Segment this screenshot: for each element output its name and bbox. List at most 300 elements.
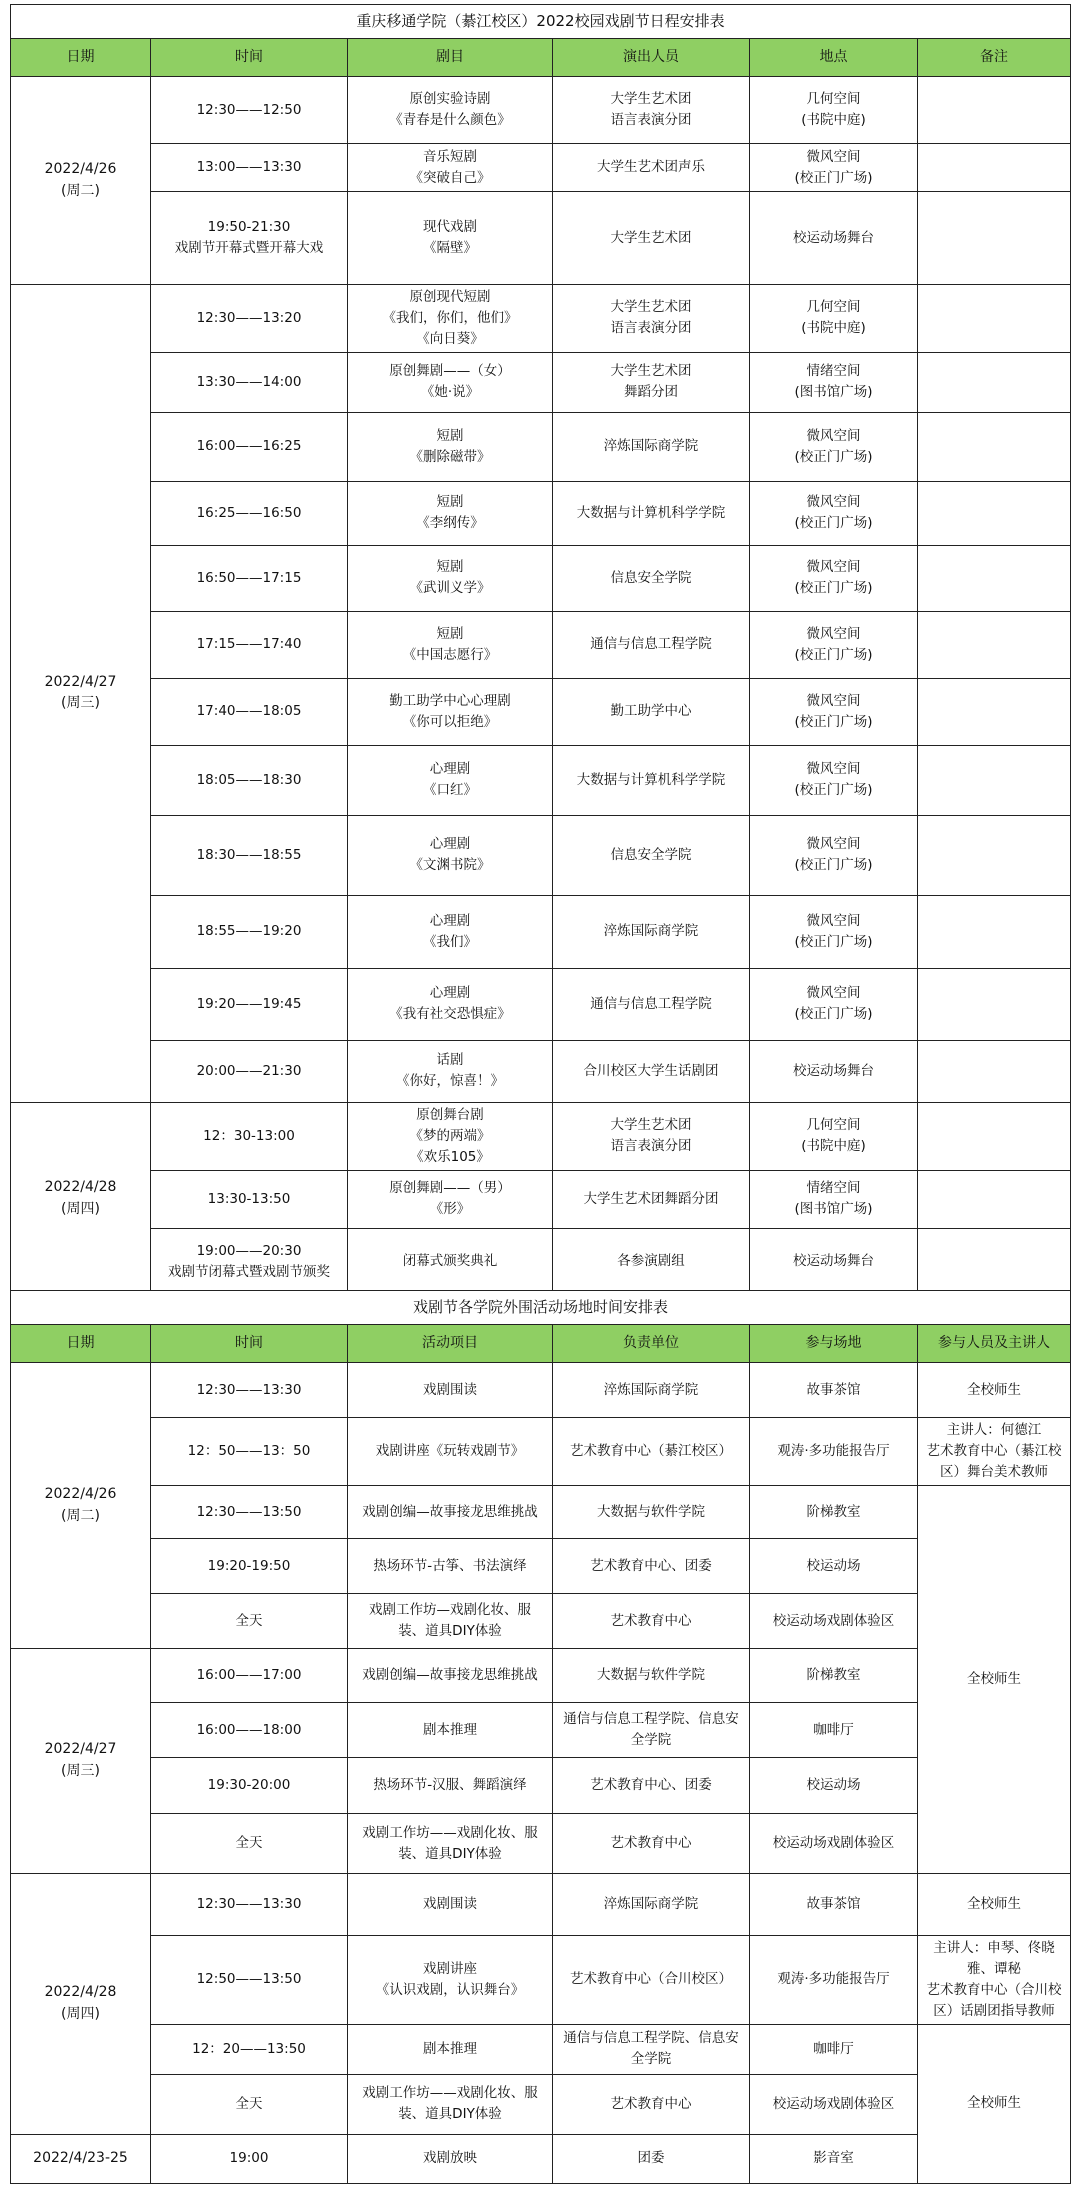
- table-row: [11, 895, 1071, 968]
- item-cell: [348, 1874, 553, 1936]
- time-cell: [151, 412, 348, 481]
- participants-cell-line: 艺术教育中心（綦江校: [926, 1443, 1062, 1460]
- date-cell-line: 2022/4/27: [44, 673, 117, 690]
- play-cell-line: 原创现代短剧: [409, 289, 491, 305]
- unit-cell: [553, 1486, 750, 1539]
- participants-cell-line: 区）舞台美术教师: [940, 1463, 1048, 1480]
- table-row: [11, 412, 1071, 481]
- time-cell: [151, 481, 348, 545]
- unit-cell-line: 大数据与软件学院: [597, 1503, 705, 1520]
- date-cell-line: 2022/4/27: [44, 1741, 117, 1758]
- time-cell: [151, 1874, 348, 1936]
- participants-cell-line: 艺术教育中心（合川校: [926, 1981, 1062, 1998]
- venue-cell-line: 微风空间: [806, 761, 861, 778]
- place-cell: [750, 2074, 918, 2134]
- schedule-column-header: 备注: [918, 39, 1071, 77]
- participants-cell: 全校师生: [918, 1486, 1071, 1874]
- play-cell-line: 《我有社交恐惧症》: [389, 1006, 511, 1023]
- time-cell: [151, 611, 348, 678]
- table-row: [11, 1170, 1071, 1228]
- venue-cell-line: 情绪空间: [806, 1180, 861, 1197]
- place-cell-line: 故事茶馆: [806, 1896, 861, 1913]
- date-cell-line: (周四): [61, 2005, 100, 2022]
- play-cell-line: 《口红》: [423, 782, 477, 799]
- time-cell: [151, 352, 348, 412]
- play-cell-line: 现代戏剧: [423, 219, 477, 236]
- venue-cell: [750, 1228, 918, 1295]
- performers-cell-line: 大学生艺术团: [610, 363, 692, 380]
- venue-cell-line: (书院中庭): [801, 320, 866, 337]
- performers-cell-line: 舞蹈分团: [624, 384, 678, 401]
- time-cell-line: 19:50-21:30: [207, 219, 291, 236]
- date-cell-line: (周三): [61, 695, 100, 712]
- venue-cell-line: 微风空间: [806, 559, 861, 576]
- schedule-column-header: 地点: [750, 39, 918, 77]
- play-cell: [348, 412, 553, 481]
- item-cell: [348, 2134, 553, 2183]
- performers-cell: [553, 1170, 750, 1228]
- item-cell: [348, 1649, 553, 1703]
- place-cell-line: 校运动场戏剧体验区: [772, 2095, 895, 2112]
- unit-cell-line: 全学院: [630, 2051, 672, 2068]
- unit-cell-line: 艺术教育中心: [610, 2095, 692, 2112]
- table-row: [11, 1102, 1071, 1170]
- play-cell-line: 心理剧: [429, 836, 471, 853]
- place-cell-line: 影音室: [813, 2150, 854, 2167]
- participants-cell: [918, 1418, 1071, 1486]
- unit-cell-line: 艺术教育中心（合川校区）: [570, 1971, 732, 1988]
- item-cell-line: 热场环节-古筝、书法演绎: [373, 1557, 527, 1574]
- time-cell: [151, 1418, 348, 1486]
- venue-cell-line: 几何空间: [806, 91, 861, 108]
- time-cell-line: 19:20——19:45: [196, 995, 302, 1012]
- performers-cell-line: 通信与信息工程学院: [590, 636, 712, 653]
- time-cell-line: 16:25——16:50: [196, 504, 302, 521]
- performers-cell-line: 语言表演分团: [610, 1138, 692, 1155]
- place-cell-line: 观涛·多功能报告厅: [777, 1443, 890, 1460]
- item-cell-line: 装、道具DIY体验: [398, 1623, 502, 1639]
- performers-cell-line: 合川校区大学生话剧团: [583, 1062, 719, 1079]
- performers-cell-line: 语言表演分团: [610, 320, 692, 337]
- play-cell-line: 《向日葵》: [416, 330, 484, 347]
- item-cell: [348, 1594, 553, 1649]
- place-cell-line: 校运动场戏剧体验区: [772, 1835, 895, 1852]
- time-cell-line: 12：50——13：50: [187, 1443, 311, 1460]
- table-row: [11, 1814, 1071, 1874]
- time-cell-line: 戏剧节闭幕式暨戏剧节颁奖: [168, 1263, 330, 1280]
- participants-cell-line: 主讲人：申琴、佟晓: [933, 1940, 1055, 1956]
- participants-cell: 全校师生: [918, 1874, 1071, 1936]
- time-cell-line: 12:30——13:50: [196, 1503, 302, 1520]
- unit-cell-line: 艺术教育中心: [610, 1612, 692, 1629]
- unit-cell: [553, 2024, 750, 2074]
- item-cell-line: 戏剧放映: [423, 2150, 477, 2167]
- play-cell: [348, 192, 553, 285]
- date-cell: [11, 1874, 151, 2135]
- remark-cell: [918, 815, 1071, 895]
- time-cell: [151, 1758, 348, 1814]
- date-cell-line: 2022/4/28: [44, 1178, 117, 1195]
- remark-cell: [918, 192, 1071, 285]
- play-cell-line: 《你好，惊喜！》: [396, 1073, 504, 1090]
- venue-cell: [750, 144, 918, 192]
- time-cell-line: 12：20——13:50: [192, 2040, 306, 2057]
- table-row: [11, 1703, 1071, 1758]
- time-cell: [151, 1040, 348, 1102]
- date-cell-line: (周二): [61, 1507, 100, 1524]
- play-cell-line: 原创舞剧——（女）: [389, 363, 511, 380]
- performers-cell: [553, 895, 750, 968]
- activities-column-header: 日期: [11, 1325, 151, 1363]
- item-cell-line: 戏剧工作坊—戏剧化妆、服: [369, 1602, 531, 1619]
- remark-cell: [918, 1170, 1071, 1228]
- table-row: [11, 1874, 1071, 1936]
- venue-cell-line: (校正门广场): [794, 448, 873, 465]
- play-cell-line: 闭幕式颁奖典礼: [402, 1253, 498, 1270]
- venue-cell-line: (校正门广场): [794, 857, 873, 874]
- play-cell-line: 原创舞台剧: [416, 1106, 484, 1123]
- performers-cell: [553, 481, 750, 545]
- table-row: [11, 77, 1071, 144]
- remark-cell: [918, 412, 1071, 481]
- unit-cell: [553, 2074, 750, 2134]
- time-cell-line: 16:00——18:00: [196, 1721, 302, 1738]
- venue-cell-line: (校正门广场): [794, 1006, 873, 1023]
- time-cell: [151, 1228, 348, 1295]
- venue-cell: [750, 678, 918, 745]
- time-cell: [151, 2074, 348, 2134]
- venue-cell: [750, 285, 918, 353]
- unit-cell-line: 淬炼国际商学院: [603, 1381, 699, 1398]
- unit-cell: [553, 1594, 750, 1649]
- table-row: [11, 968, 1071, 1040]
- play-cell-line: 《中国志愿行》: [402, 646, 498, 663]
- remark-cell: [918, 1228, 1071, 1295]
- date-cell: [11, 1102, 151, 1295]
- participants-cell: [918, 1936, 1071, 2025]
- venue-cell: [750, 815, 918, 895]
- play-cell: [348, 968, 553, 1040]
- time-cell: [151, 1363, 348, 1418]
- table-row: [11, 1040, 1071, 1102]
- remark-cell: [918, 745, 1071, 815]
- unit-cell-line: 大数据与软件学院: [597, 1667, 705, 1684]
- venue-cell-line: 微风空间: [806, 148, 861, 165]
- table-row: [11, 481, 1071, 545]
- time-cell-line: 16:00——16:25: [196, 438, 302, 455]
- performers-cell-line: 勤工助学中心: [610, 703, 692, 720]
- schedule-column-header: 时间: [151, 39, 348, 77]
- play-cell: [348, 285, 553, 353]
- venue-cell-line: 几何空间: [806, 299, 861, 316]
- venue-cell: [750, 352, 918, 412]
- play-cell: [348, 352, 553, 412]
- time-cell-line: 17:15——17:40: [196, 636, 302, 653]
- item-cell-line: 剧本推理: [423, 2040, 477, 2057]
- play-cell: [348, 678, 553, 745]
- unit-cell-line: 艺术教育中心（綦江校区）: [570, 1443, 732, 1460]
- table-row: [11, 285, 1071, 353]
- item-cell-line: 戏剧围读: [423, 1381, 477, 1398]
- unit-cell-line: 淬炼国际商学院: [603, 1896, 699, 1913]
- play-cell-line: 《形》: [429, 1201, 471, 1218]
- venue-cell-line: 几何空间: [806, 1117, 861, 1134]
- venue-cell-line: (校正门广场): [794, 782, 873, 799]
- time-cell-line: 12:30——13:20: [196, 309, 302, 326]
- time-cell-line: 12:30——13:30: [196, 1381, 302, 1398]
- table-row: [11, 144, 1071, 192]
- item-cell: [348, 1539, 553, 1594]
- performers-cell: [553, 545, 750, 611]
- item-cell: [348, 2024, 553, 2074]
- schedule-column-header: 演出人员: [553, 39, 750, 77]
- unit-cell: [553, 2134, 750, 2183]
- venue-cell: [750, 1102, 918, 1170]
- venue-cell-line: 微风空间: [806, 692, 861, 709]
- date-cell-line: (周二): [61, 182, 100, 199]
- play-cell-line: 《青春是什么颜色》: [389, 112, 511, 128]
- time-cell: [151, 1539, 348, 1594]
- venue-cell-line: (校正门广场): [794, 713, 873, 730]
- play-cell-line: 原创实验诗剧: [409, 91, 491, 108]
- table-row: [11, 1758, 1071, 1814]
- table-row: [11, 545, 1071, 611]
- activities-column-header: 参与人员及主讲人: [918, 1325, 1071, 1363]
- venue-cell: [750, 611, 918, 678]
- performers-cell: [553, 285, 750, 353]
- performers-cell: [553, 412, 750, 481]
- activities-column-header: 负责单位: [553, 1325, 750, 1363]
- performers-cell: [553, 144, 750, 192]
- time-cell-line: 全天: [235, 2095, 263, 2112]
- place-cell: [750, 1539, 918, 1594]
- place-cell-line: 咖啡厅: [813, 1721, 854, 1738]
- date-cell-line: 2022/4/26: [44, 160, 117, 177]
- play-cell-line: 勤工助学中心心理剧: [389, 692, 511, 709]
- unit-cell-line: 团委: [637, 2150, 665, 2167]
- time-cell-line: 13:00——13:30: [196, 159, 302, 176]
- item-cell-line: 戏剧创编—故事接龙思维挑战: [362, 1503, 538, 1520]
- activities-column-header: 活动项目: [348, 1325, 553, 1363]
- time-cell: [151, 2134, 348, 2183]
- venue-cell-line: (校正门广场): [794, 646, 873, 663]
- time-cell-line: 16:00——17:00: [196, 1667, 302, 1684]
- play-cell-line: 《你可以拒绝》: [402, 713, 498, 730]
- activities-column-header: 参与场地: [750, 1325, 918, 1363]
- performers-cell: [553, 1228, 750, 1295]
- venue-cell-line: 微风空间: [806, 625, 861, 642]
- time-cell: [151, 1170, 348, 1228]
- performers-cell: [553, 1102, 750, 1170]
- play-cell-line: 《武训义学》: [409, 580, 491, 597]
- performers-cell-line: 大学生艺术团: [610, 1117, 692, 1134]
- time-cell: [151, 144, 348, 192]
- venue-cell-line: 微风空间: [806, 985, 861, 1002]
- schedule-title: 重庆移通学院（綦江校区）2022校园戏剧节日程安排表: [11, 5, 1071, 39]
- participants-cell: 全校师生: [918, 1363, 1071, 1418]
- time-cell: [151, 77, 348, 144]
- place-cell: [750, 1418, 918, 1486]
- time-cell-line: 13:30-13:50: [207, 1190, 291, 1207]
- unit-cell: [553, 1874, 750, 1936]
- time-cell: [151, 192, 348, 285]
- play-cell: [348, 1170, 553, 1228]
- time-cell-line: 20:00——21:30: [196, 1062, 302, 1079]
- venue-cell: [750, 192, 918, 285]
- unit-cell-line: 艺术教育中心、团委: [590, 1557, 712, 1574]
- play-cell-line: 音乐短剧: [423, 148, 477, 165]
- table-row: [11, 1228, 1071, 1295]
- time-cell-line: 全天: [235, 1612, 263, 1629]
- item-cell-line: 装、道具DIY体验: [398, 1845, 502, 1862]
- date-cell-line: 2022/4/23-25: [33, 2149, 128, 2166]
- time-cell-line: 全天: [235, 1835, 263, 1852]
- place-cell: [750, 1874, 918, 1936]
- date-cell-line: (周四): [61, 1200, 100, 1217]
- item-cell-line: 戏剧工作坊——戏剧化妆、服: [362, 1824, 538, 1841]
- table-row: [11, 352, 1071, 412]
- time-cell: [151, 1703, 348, 1758]
- place-cell-line: 校运动场: [806, 1557, 861, 1574]
- performers-cell: [553, 352, 750, 412]
- play-cell: [348, 481, 553, 545]
- play-cell: [348, 77, 553, 144]
- date-cell-line: 2022/4/28: [44, 1984, 117, 2001]
- performers-cell: [553, 77, 750, 144]
- performers-cell-line: 淬炼国际商学院: [603, 923, 699, 940]
- place-cell-line: 咖啡厅: [813, 2040, 854, 2057]
- item-cell: [348, 1814, 553, 1874]
- date-cell-line: (周三): [61, 1763, 100, 1779]
- performers-cell-line: 大学生艺术团声乐: [597, 159, 705, 176]
- table-row: [11, 2024, 1071, 2074]
- play-cell-line: 《文渊书院》: [409, 857, 491, 874]
- unit-cell-line: 艺术教育中心: [610, 1835, 692, 1852]
- table-row: [11, 1936, 1071, 2025]
- venue-cell-line: 微风空间: [806, 912, 861, 929]
- play-cell-line: 《隔壁》: [423, 240, 477, 256]
- table-row: [11, 678, 1071, 745]
- performers-cell-line: 通信与信息工程学院: [590, 995, 712, 1012]
- activities-column-header: 时间: [151, 1325, 348, 1363]
- remark-cell: [918, 611, 1071, 678]
- table-row: [11, 611, 1071, 678]
- time-cell: [151, 968, 348, 1040]
- play-cell-line: 《她·说》: [420, 384, 480, 401]
- item-cell-line: 装、道具DIY体验: [398, 2106, 502, 2123]
- remark-cell: [918, 1040, 1071, 1102]
- date-cell: [11, 1363, 151, 1649]
- play-cell-line: 短剧: [436, 625, 464, 642]
- unit-cell: [553, 1363, 750, 1418]
- unit-cell-line: 通信与信息工程学院、信息安: [563, 2030, 739, 2047]
- play-cell-line: 短剧: [436, 494, 464, 511]
- item-cell-line: 戏剧讲座《玩转戏剧节》: [375, 1443, 525, 1460]
- time-cell-line: 18:55——19:20: [196, 923, 302, 940]
- venue-cell-line: (图书馆广场): [794, 1201, 873, 1218]
- unit-cell: [553, 1758, 750, 1814]
- time-cell-line: 19:20-19:50: [207, 1557, 291, 1574]
- venue-cell-line: (书院中庭): [801, 1138, 866, 1155]
- time-cell-line: 18:30——18:55: [196, 846, 302, 863]
- place-cell: [750, 2134, 918, 2183]
- item-cell: [348, 2074, 553, 2134]
- venue-cell-line: (校正门广场): [794, 933, 873, 950]
- play-cell-line: 短剧: [436, 427, 464, 444]
- participants-cell-line: 雅、谭秘: [967, 1960, 1021, 1977]
- time-cell: [151, 545, 348, 611]
- time-cell: [151, 895, 348, 968]
- place-cell: [750, 1594, 918, 1649]
- time-cell: [151, 285, 348, 353]
- place-cell: [750, 1758, 918, 1814]
- performers-cell-line: 大数据与计算机科学学院: [576, 771, 726, 788]
- time-cell-line: 12:50——13:50: [196, 1971, 302, 1988]
- schedule-column-header: 日期: [11, 39, 151, 77]
- play-cell-line: 心理剧: [429, 985, 471, 1002]
- play-cell-line: 《欢乐105》: [410, 1148, 490, 1165]
- performers-cell-line: 各参演剧组: [617, 1253, 685, 1270]
- remark-cell: [918, 968, 1071, 1040]
- time-cell: [151, 678, 348, 745]
- place-cell-line: 故事茶馆: [806, 1381, 861, 1398]
- item-cell-line: 戏剧创编—故事接龙思维挑战: [362, 1667, 538, 1684]
- place-cell-line: 阶梯教室: [806, 1503, 861, 1520]
- performers-cell-line: 大学生艺术团舞蹈分团: [583, 1190, 719, 1207]
- participants-cell-line: 主讲人：何德江: [946, 1422, 1042, 1439]
- play-cell: [348, 895, 553, 968]
- unit-cell-line: 全学院: [630, 1732, 672, 1748]
- remark-cell: [918, 678, 1071, 745]
- performers-cell: [553, 678, 750, 745]
- place-cell: [750, 1649, 918, 1703]
- venue-cell: [750, 1170, 918, 1228]
- venue-cell: [750, 968, 918, 1040]
- play-cell: [348, 815, 553, 895]
- venue-cell: [750, 745, 918, 815]
- venue-cell-line: 情绪空间: [806, 363, 861, 380]
- table-row: [11, 1418, 1071, 1486]
- place-cell-line: 校运动场: [806, 1777, 861, 1794]
- unit-cell-line: 通信与信息工程学院、信息安: [563, 1711, 739, 1728]
- play-cell-line: 《梦的两端》: [409, 1127, 491, 1144]
- table-row: [11, 745, 1071, 815]
- item-cell-line: 戏剧围读: [423, 1896, 477, 1913]
- remark-cell: [918, 352, 1071, 412]
- time-cell: [151, 1594, 348, 1649]
- play-cell: [348, 144, 553, 192]
- unit-cell: [553, 1703, 750, 1758]
- date-cell: [11, 285, 151, 1103]
- time-cell-line: 12：30-13:00: [203, 1127, 295, 1144]
- place-cell: [750, 1703, 918, 1758]
- performers-cell-line: 信息安全学院: [610, 569, 692, 586]
- place-cell-line: 阶梯教室: [806, 1667, 861, 1684]
- item-cell: [348, 1758, 553, 1814]
- performers-cell: [553, 611, 750, 678]
- table-row: [11, 192, 1071, 285]
- table-row: [11, 1486, 1071, 1539]
- time-cell-line: 13:30——14:00: [196, 373, 302, 390]
- table-row: [11, 1649, 1071, 1703]
- place-cell: [750, 1814, 918, 1874]
- venue-cell: [750, 895, 918, 968]
- unit-cell: [553, 1814, 750, 1874]
- time-cell: [151, 815, 348, 895]
- remark-cell: [918, 895, 1071, 968]
- venue-cell-line: 微风空间: [806, 836, 861, 853]
- performers-cell-line: 大数据与计算机科学学院: [576, 504, 726, 521]
